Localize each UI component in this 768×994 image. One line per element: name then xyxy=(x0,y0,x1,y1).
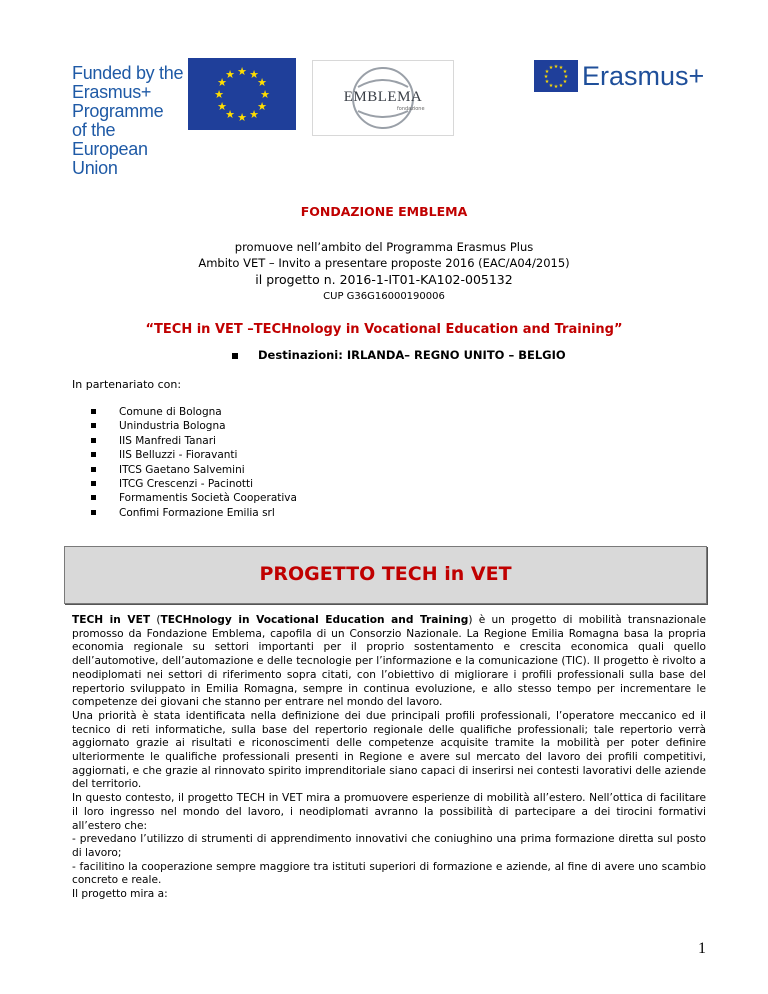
svg-text:★: ★ xyxy=(225,68,235,81)
partners-list xyxy=(91,405,297,520)
svg-text:★: ★ xyxy=(553,84,559,90)
list-item: IIS Manfredi Tanari xyxy=(91,434,297,448)
banner-title: PROGETTO TECH in VET xyxy=(259,563,512,585)
svg-text:★: ★ xyxy=(562,69,568,75)
paragraph: In questo contesto, il progetto TECH in VET mira a promuovere esperienze di mobilità all’estero. Nell’ottica di facilitare il loro ingresso nel mondo del lavoro, i neodiplomati avranno la possibilità di partecipare a dei tirocini formativi all’estero che: xyxy=(72,792,706,832)
eu-flag-icon xyxy=(188,58,296,130)
bullet-icon xyxy=(91,423,96,428)
svg-text:★: ★ xyxy=(548,83,554,89)
list-item: Comune di Bologna xyxy=(91,405,297,419)
bullet-icon xyxy=(91,481,96,486)
bullet-icon xyxy=(91,438,96,443)
list-item: Formamentis Società Cooperativa xyxy=(91,491,297,505)
svg-text:★: ★ xyxy=(214,88,224,101)
bullet-icon xyxy=(91,510,96,515)
emblema-logo-text: EMBLEMA xyxy=(343,89,423,105)
svg-text:★: ★ xyxy=(249,68,259,81)
svg-text:★: ★ xyxy=(553,64,559,70)
svg-text:★: ★ xyxy=(558,83,564,89)
paragraph: - facilitino la cooperazione sempre maggiore tra istituti superiori di formazione e aziende, al fine di avere uno scambio concreto e reale. xyxy=(72,860,706,887)
funded-line-1: Funded by the xyxy=(72,63,184,83)
list-item: ITCG Crescenzi - Pacinotti xyxy=(91,477,297,491)
erasmus-flag-icon xyxy=(534,60,578,92)
list-item: IIS Belluzzi - Fioravanti xyxy=(91,448,297,462)
list-item: ITCS Gaetano Salvemini xyxy=(91,463,297,477)
funded-by-erasmus-text xyxy=(72,64,184,178)
bullet-icon xyxy=(91,495,96,500)
svg-text:★: ★ xyxy=(217,100,227,113)
svg-text:★: ★ xyxy=(249,108,259,121)
body-text xyxy=(72,614,706,902)
svg-text:★: ★ xyxy=(562,79,568,85)
destinations-text: Destinazioni: IRLANDA– REGNO UNITO – BELGIO xyxy=(258,348,566,362)
paragraph: - prevedano l’utilizzo di strumenti di apprendimento innovativi che coniughino una prima formazione diretta sul posto di lavoro; xyxy=(72,833,706,859)
foundation-title: FONDAZIONE EMBLEMA xyxy=(300,204,468,219)
erasmus-plus-logo-text: Erasmus+ xyxy=(582,61,705,91)
bullet-icon xyxy=(91,452,96,457)
paragraph: TECH in VET (TECHnology in Vocational Education and Training) è un progetto di mobilità transnazionale promosso da Fondazione Emblema, capofila di un Consorzio Nazionale. La Regione Emilia Romagna basa la propria economia regionale su settori importanti per il proprio sostentamento e crescita economica quali quello dell’automotive, dell’automazione e delle tecnologie per l’informazione e la comunicazione (TIC). Il progetto è rivolto a neodiplomati nei settori di riferimento sopra citati, con l’obiettivo di migliorare i profili professionali sulla base del repertorio sviluppato in Emilia Romagna, sempre in continua evoluzione, e allo stesso tempo per incrementare le competenze dei giovani che stanno per entrare nel mondo del lavoro. xyxy=(72,614,706,709)
destination-bullet-icon xyxy=(232,353,238,359)
intro-line-1: promuove nell’ambito del Programma Erasmus Plus xyxy=(234,240,534,254)
bullet-icon xyxy=(91,409,96,414)
emblema-logo xyxy=(312,60,454,136)
partners-heading: In partenariato con: xyxy=(72,378,182,391)
project-title: “TECH in VET –TECHnology in Vocational Education and Training” xyxy=(145,322,623,337)
funded-line-3: of the European Union xyxy=(72,120,148,178)
emblema-logo-subtext: fondazione xyxy=(397,106,425,112)
list-item: Confimi Formazione Emilia srl xyxy=(91,506,297,520)
svg-text:★: ★ xyxy=(237,65,247,78)
svg-text:★: ★ xyxy=(558,65,564,71)
svg-text:★: ★ xyxy=(257,76,267,89)
svg-text:★: ★ xyxy=(260,88,270,101)
paragraph: Una priorità è stata identificata nella definizione dei due principali profili professionali, l’operatore meccanico ed il tecnico di reti informatiche, sulla base del repertorio regionale delle qualifiche professionali; tale repertorio verrà aggiornato grazie ai risultati e riconoscimenti delle competenze acquisite tramite la mobilità per poter definire ulteriormente le qualifiche professionali presenti in Regione e avere sul mercato del lavoro dei profili competitivi, aggiornati, e che grazie al rinnovato spirito imprenditoriale siano capaci di inserirsi nei contesti lavorativi delle aziende del territorio. xyxy=(72,709,706,791)
funded-line-2: Erasmus+ Programme xyxy=(72,82,164,121)
svg-text:★: ★ xyxy=(217,76,227,89)
svg-text:★: ★ xyxy=(543,74,549,80)
intro-line-3: il progetto n. 2016-1-IT01-KA102-005132 xyxy=(255,272,513,287)
svg-text:★: ★ xyxy=(544,79,550,85)
page-number: 1 xyxy=(698,940,706,957)
svg-text:★: ★ xyxy=(257,100,267,113)
bullet-icon xyxy=(91,467,96,472)
svg-text:★: ★ xyxy=(225,108,235,121)
svg-text:★: ★ xyxy=(237,111,247,124)
svg-text:★: ★ xyxy=(548,65,554,71)
intro-line-2: Ambito VET – Invito a presentare proposte 2016 (EAC/A04/2015) xyxy=(198,256,570,270)
svg-text:★: ★ xyxy=(544,69,550,75)
intro-cup-code: CUP G36G16000190006 xyxy=(323,291,445,302)
svg-text:★: ★ xyxy=(563,74,569,80)
paragraph: Il progetto mira a: xyxy=(72,888,168,901)
list-item: Unindustria Bologna xyxy=(91,419,297,433)
